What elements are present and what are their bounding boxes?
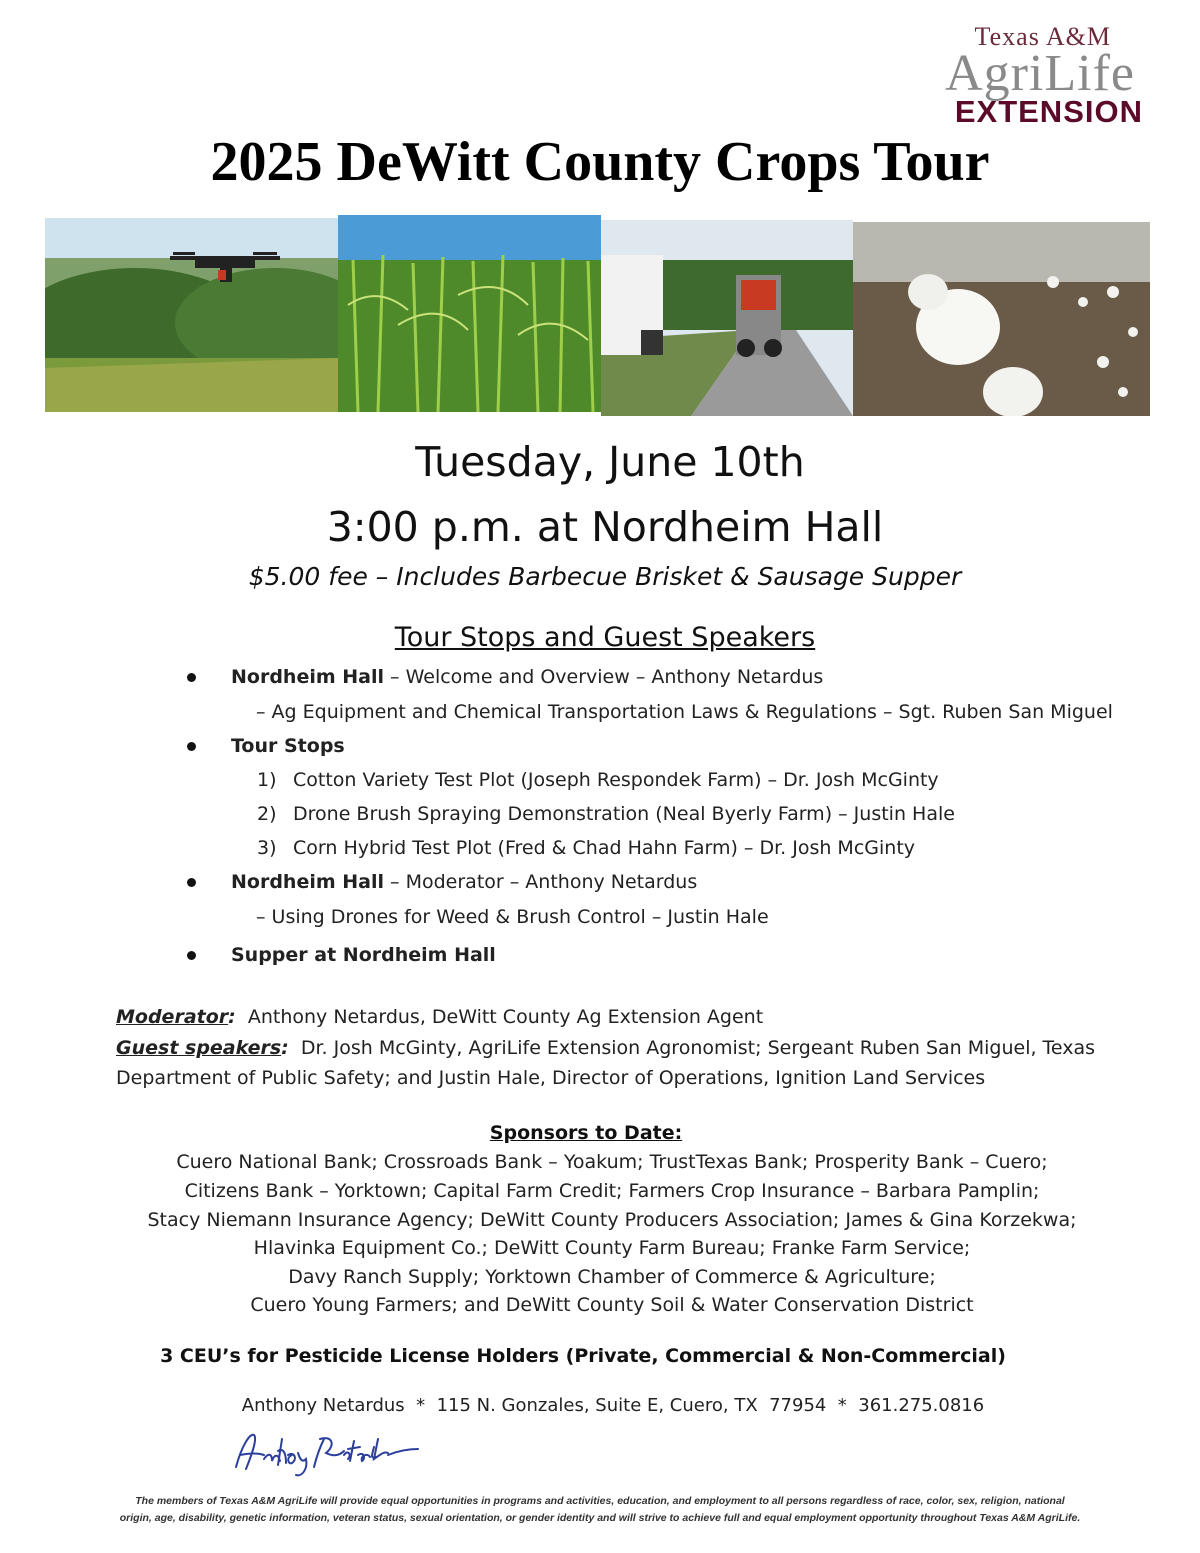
logo-line-agrilife: AgriLife xyxy=(945,45,1135,102)
agenda-item-supper: Supper at Nordheim Hall xyxy=(231,944,496,966)
sponsor-line: Stacy Niemann Insurance Agency; DeWitt County Producers Association; James & Gina Korzekwa; xyxy=(147,1209,1077,1231)
sponsor-line: Hlavinka Equipment Co.; DeWitt County Farm Bureau; Franke Farm Service; xyxy=(253,1237,971,1259)
stop-corn: Corn Hybrid Test Plot (Fred & Chad Hahn Farm) – Dr. Josh McGinty xyxy=(293,837,916,859)
guest-speakers-line: Guest speakers: Dr. Josh McGinty, AgriLife Extension Agronomist; Sergeant Ruben San Miguel, Texas xyxy=(116,1037,1096,1059)
sponsor-line: Cuero Young Farmers; and DeWitt County Soil & Water Conservation District xyxy=(250,1294,974,1316)
sponsor-line: Davy Ranch Supply; Yorktown Chamber of Commerce & Agriculture; xyxy=(288,1266,936,1288)
footer-line: origin, age, disability, genetic information, veteran status, sexual orientation, or gender identity and will strive to achieve full and equal employment opportunity throughout Texas A&M AgriLife. xyxy=(119,1512,1081,1524)
sponsor-line: Citizens Bank – Yorktown; Capital Farm Credit; Farmers Crop Insurance – Barbara Pamplin; xyxy=(184,1180,1040,1202)
moderator-line: Moderator: Anthony Netardus, DeWitt County Ag Extension Agent xyxy=(116,1006,764,1028)
agrilife-logo xyxy=(895,22,1175,132)
agenda-item-moderator: Nordheim Hall – Moderator – Anthony Netardus xyxy=(231,871,698,893)
agenda-subitem-transport-laws: – Ag Equipment and Chemical Transportation Laws & Regulations – Sgt. Ruben San Miguel xyxy=(256,701,1113,723)
stop-cotton: Cotton Variety Test Plot (Joseph Respondek Farm) – Dr. Josh McGinty xyxy=(293,769,939,791)
footer-line: The members of Texas A&M AgriLife will provide equal opportunities in programs and activities, education, and employment to all persons regardless of race, color, sex, religion, national xyxy=(135,1495,1065,1507)
bullet xyxy=(187,673,196,682)
logo-line-texas-am: Texas A&M xyxy=(974,22,1111,51)
stop-number: 2) xyxy=(257,803,277,825)
photo-strip xyxy=(45,218,1150,418)
event-fee: $5.00 fee – Includes Barbecue Brisket & Sausage Supper xyxy=(248,562,962,591)
bullet xyxy=(187,951,196,960)
signature xyxy=(228,1425,428,1480)
bullet xyxy=(187,878,196,887)
agenda-subitem-drones: – Using Drones for Weed & Brush Control – Justin Hale xyxy=(256,906,769,928)
event-time-location: 3:00 p.m. at Nordheim Hall xyxy=(326,503,884,551)
equal-opportunity-footer xyxy=(60,1493,1140,1527)
guest-speakers-line-2: Department of Public Safety; and Justin Hale, Director of Operations, Ignition Land Services xyxy=(116,1067,986,1089)
cotton-photo xyxy=(853,222,1150,416)
corn-field-photo xyxy=(338,215,601,412)
agenda-item-tour-stops: Tour Stops xyxy=(231,735,345,757)
logo-line-extension: EXTENSION xyxy=(954,94,1143,129)
stop-drone: Drone Brush Spraying Demonstration (Neal Byerly Farm) – Justin Hale xyxy=(293,803,955,825)
agenda-item-welcome: Nordheim Hall – Welcome and Overview – Anthony Netardus xyxy=(231,666,824,688)
sponsors-heading: Sponsors to Date: xyxy=(489,1122,683,1144)
agenda-heading: Tour Stops and Guest Speakers xyxy=(394,622,816,653)
event-date: Tuesday, June 10th xyxy=(415,438,805,486)
drone-photo xyxy=(45,218,338,412)
sponsor-line: Cuero National Bank; Crossroads Bank – Yoakum; TrustTexas Bank; Prosperity Bank – Cuero; xyxy=(176,1151,1048,1173)
contact-info: Anthony Netardus * 115 N. Gonzales, Suite E, Cuero, TX 77954 * 361.275.0816 xyxy=(241,1395,985,1416)
stop-number: 3) xyxy=(257,837,277,859)
tractor-truck-photo xyxy=(601,220,853,416)
page-title: 2025 DeWitt County Crops Tour xyxy=(210,131,990,193)
stop-number: 1) xyxy=(257,769,277,791)
ceu-notice: 3 CEU’s for Pesticide License Holders (Private, Commercial & Non-Commercial) xyxy=(160,1345,1006,1367)
bullet xyxy=(187,742,196,751)
